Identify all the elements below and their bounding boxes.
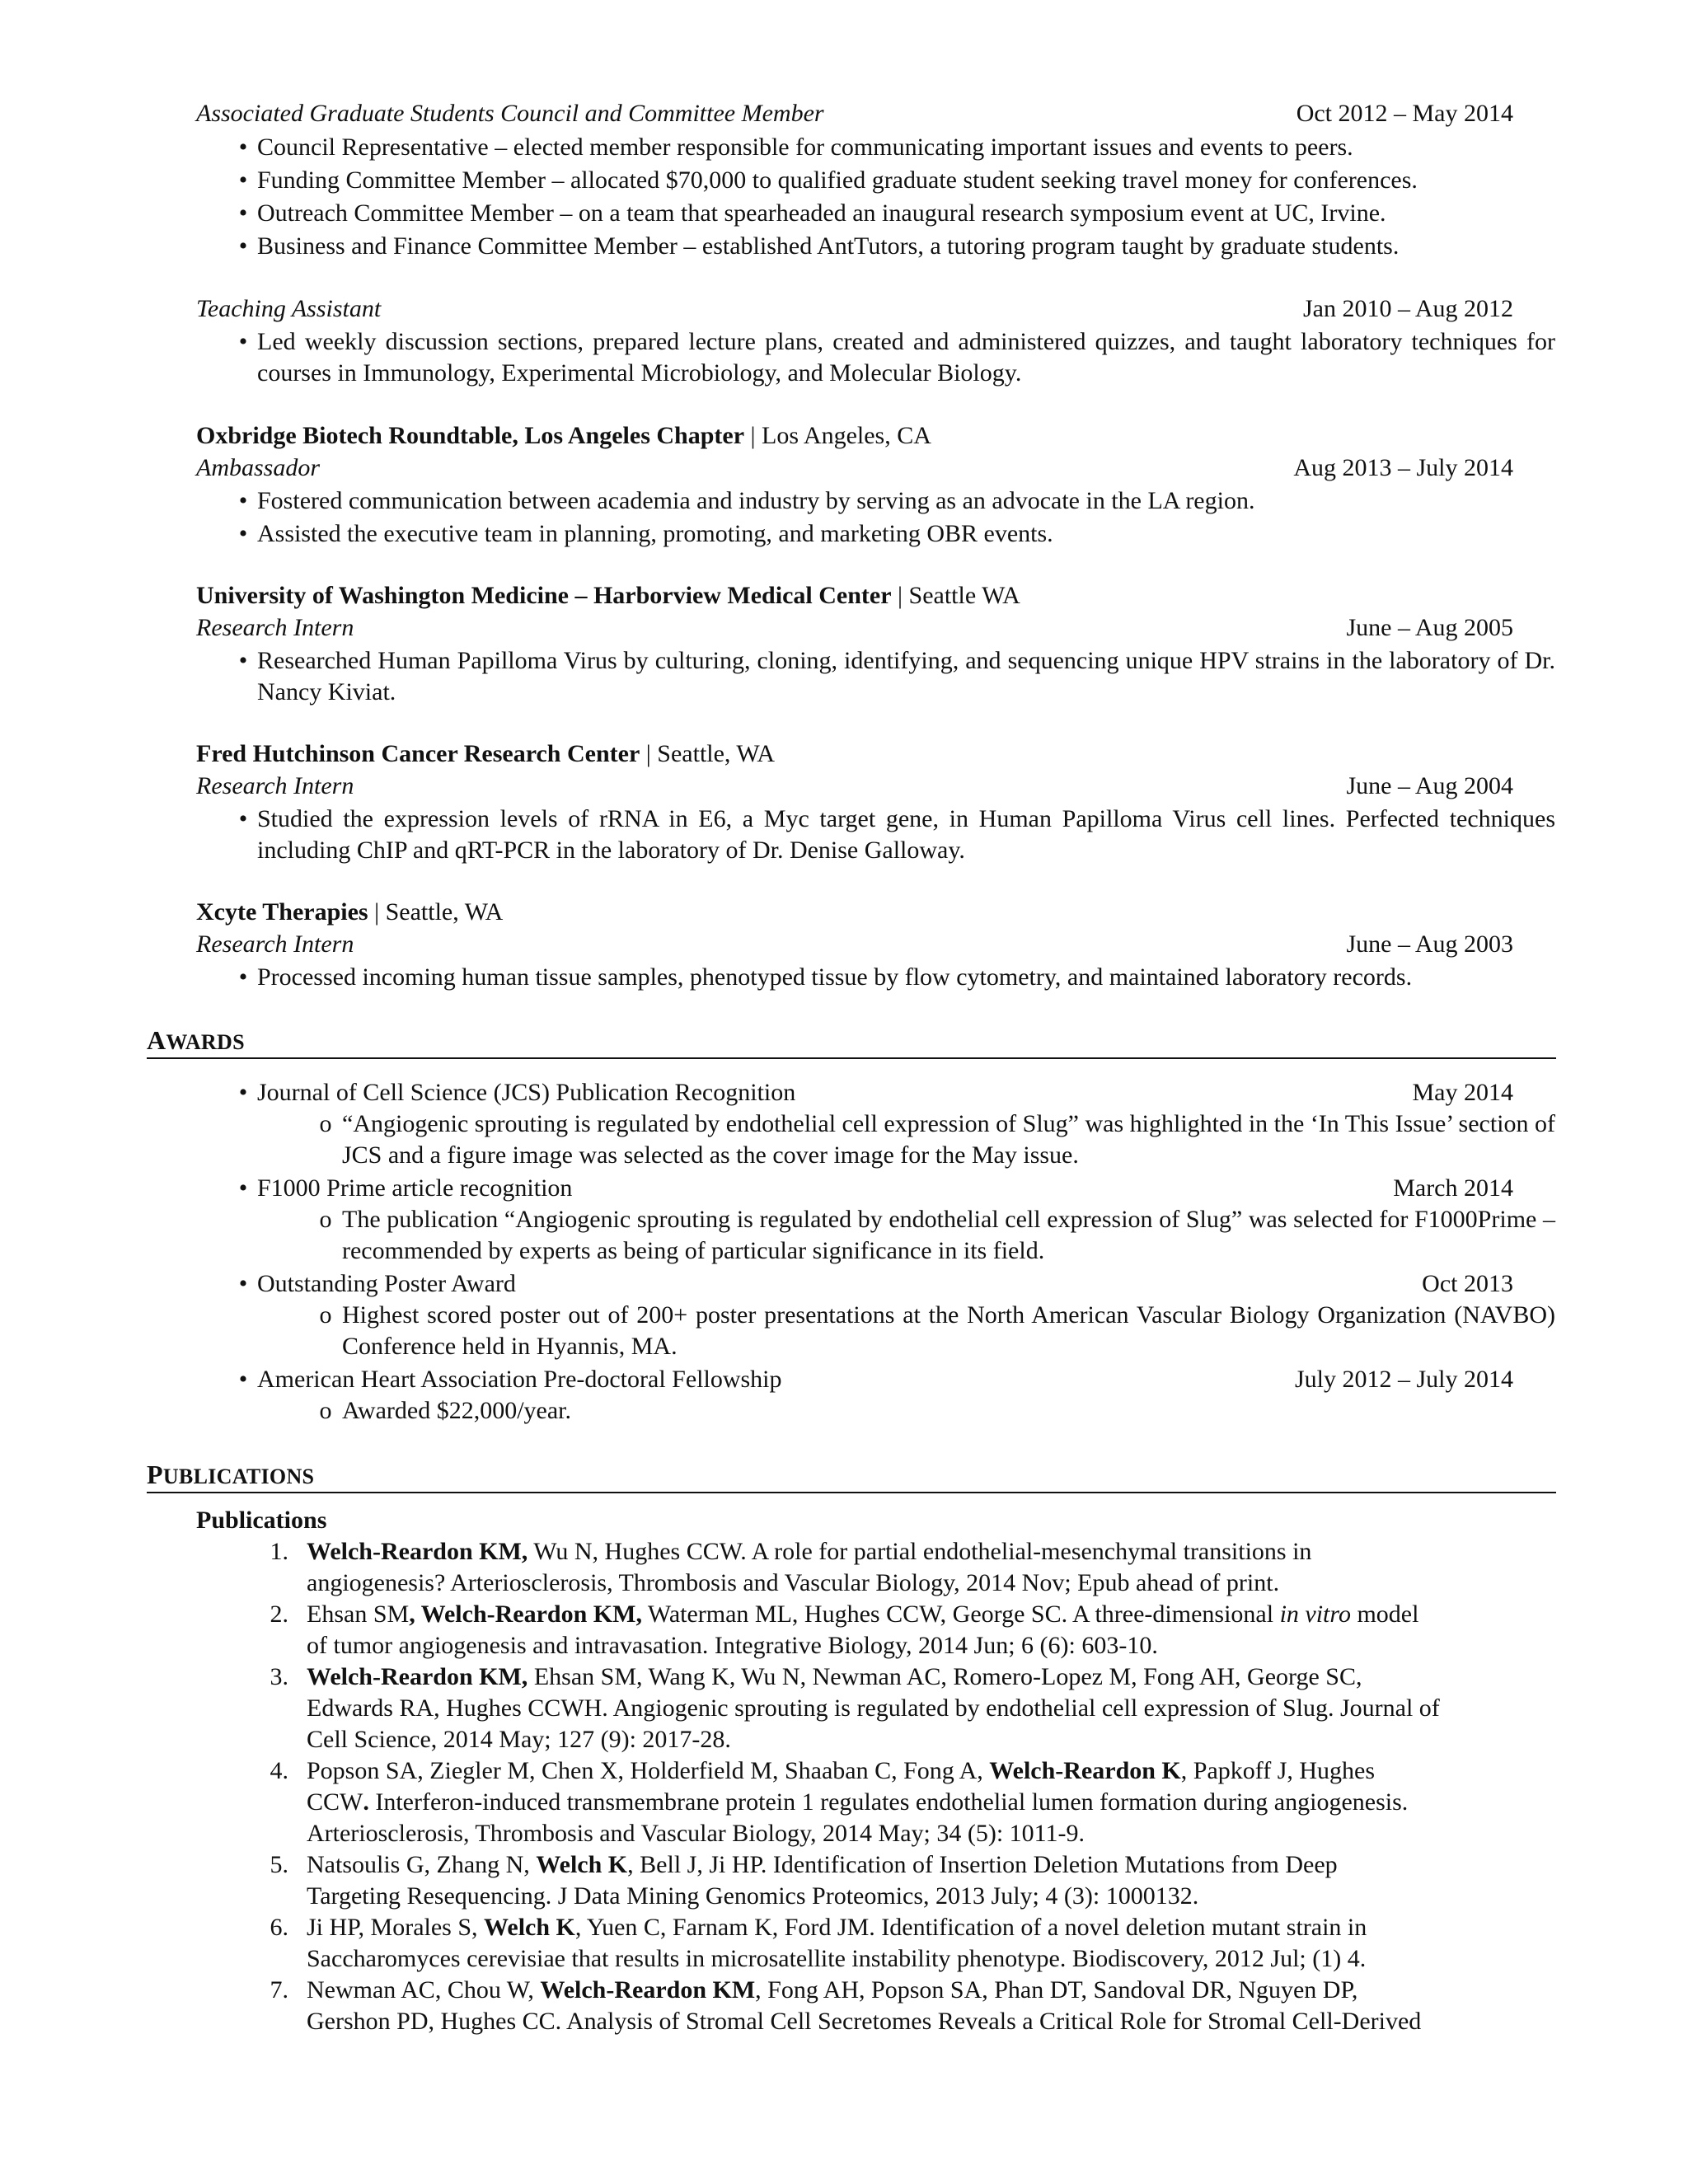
awards-section-heading: AWARDS [147, 1024, 1556, 1059]
award-title: F1000 Prime article recognition [257, 1174, 573, 1202]
award-title: Outstanding Poster Award [257, 1270, 516, 1297]
organization-name: Fred Hutchinson Cancer Research Center [196, 740, 640, 767]
organization-location: | Seattle, WA [368, 898, 504, 926]
author-highlight: Welch-Reardon KM, [307, 1663, 528, 1690]
award-date: May 2014 [1412, 1079, 1513, 1106]
author-highlight: Welch-Reardon KM, [307, 1538, 528, 1565]
role-title: Ambassador [196, 454, 321, 481]
position-header [196, 771, 1515, 802]
date-range: June – Aug 2005 [1346, 614, 1513, 641]
award-title: Journal of Cell Science (JCS) Publication Recognition [257, 1079, 796, 1106]
bullet-icon: • [238, 487, 248, 514]
circle-bullet-icon: o [319, 1206, 332, 1233]
bullet-icon: • [238, 328, 248, 355]
circle-bullet-icon: o [319, 1397, 332, 1424]
author-highlight: Welch-Reardon KM [540, 1976, 756, 2004]
publication-number: 1. [270, 1538, 288, 1565]
award-detail: “Angiogenic sprouting is regulated by endothelial cell expression of Slug” was highlighted in the ‘In This Issue’ section of JCS and a figure image was selected as the cover image for the May issue. [342, 1110, 1555, 1169]
author-highlight: Welch-Reardon K [989, 1757, 1181, 1784]
award-title: American Heart Association Pre-doctoral Fellowship [257, 1366, 782, 1393]
publications-subheading: Publications [196, 1507, 327, 1534]
role-title: Research Intern [196, 614, 354, 641]
bullet-icon: • [238, 199, 248, 227]
organization-location: | Los Angeles, CA [744, 422, 931, 449]
organization-line [196, 580, 1515, 612]
award-date: July 2012 – July 2014 [1294, 1366, 1513, 1393]
organization-location: | Seattle, WA [640, 740, 776, 767]
organization-location: | Seattle WA [891, 582, 1020, 609]
author-highlight: , Welch-Reardon KM, [409, 1601, 642, 1628]
publication-number: 7. [270, 1976, 288, 2004]
bullet-icon: • [238, 647, 248, 674]
bullet-icon: • [238, 1366, 248, 1393]
circle-bullet-icon: o [319, 1301, 332, 1329]
bullet-icon: • [238, 166, 248, 194]
publication-number: 2. [270, 1601, 288, 1628]
date-range: June – Aug 2003 [1346, 930, 1513, 958]
bullet-icon: • [238, 232, 248, 260]
position-header [196, 293, 1515, 325]
bullet-icon: • [238, 963, 248, 991]
bullet-icon: • [238, 805, 248, 832]
organization-line [196, 738, 1515, 770]
publication-number: 5. [270, 1851, 288, 1878]
date-range: June – Aug 2004 [1346, 772, 1513, 799]
award-detail: Highest scored poster out of 200+ poster presentations at the North American Vascular Biology Organization (NAVBO) Conference held in Hyannis, MA. [342, 1301, 1555, 1360]
bullet-icon: • [238, 134, 248, 161]
position-header [196, 612, 1515, 644]
award-detail: Awarded $22,000/year. [342, 1397, 571, 1424]
organization-name: Xcyte Therapies [196, 898, 368, 926]
circle-bullet-icon: o [319, 1110, 332, 1137]
role-title: Research Intern [196, 930, 354, 958]
bullet-icon: • [238, 520, 248, 547]
bullet-icon: • [238, 1270, 248, 1297]
organization-name: Oxbridge Biotech Roundtable, Los Angeles Chapter [196, 422, 745, 449]
award-date: March 2014 [1393, 1174, 1513, 1202]
date-range: Jan 2010 – Aug 2012 [1303, 295, 1513, 322]
organization-name: University of Washington Medicine – Harborview Medical Center [196, 582, 892, 609]
publication-number: 3. [270, 1663, 288, 1690]
award-detail: The publication “Angiogenic sprouting is regulated by endothelial cell expression of Slug” was selected for F1000Prime – recommended by experts as being of particular significance in its field. [342, 1206, 1555, 1264]
publication-number: 4. [270, 1757, 288, 1784]
role-title: Associated Graduate Students Council and Committee Member [196, 100, 824, 127]
role-title: Teaching Assistant [196, 295, 382, 322]
author-highlight: Welch K [536, 1851, 628, 1878]
date-range: Aug 2013 – July 2014 [1293, 454, 1513, 481]
bullet-icon: • [238, 1079, 248, 1106]
publications-section-heading: PUBLICATIONS [147, 1459, 1556, 1493]
position-header [196, 98, 1515, 129]
role-title: Research Intern [196, 772, 354, 799]
organization-line [196, 420, 1515, 452]
publication-number: 6. [270, 1914, 288, 1941]
date-range: Oct 2012 – May 2014 [1296, 100, 1513, 127]
award-date: Oct 2013 [1422, 1270, 1513, 1297]
position-header [196, 929, 1515, 960]
author-highlight: Welch K [484, 1914, 575, 1941]
bullet-icon: • [238, 1174, 248, 1202]
organization-line [196, 897, 1515, 928]
position-header [196, 452, 1515, 484]
